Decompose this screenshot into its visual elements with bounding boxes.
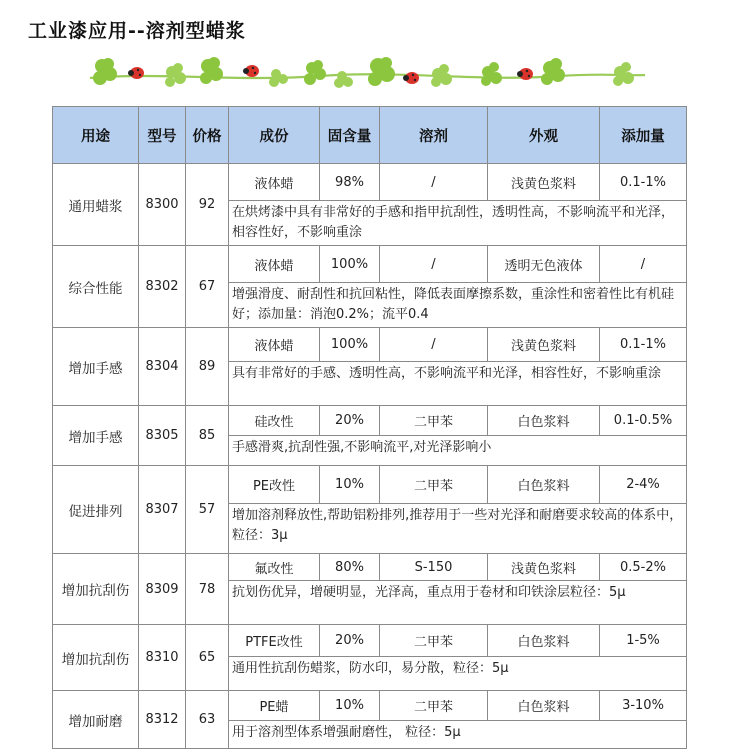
cell-solid-content: 100% [320,246,380,283]
clover-icon [613,62,634,86]
cell-description: 抗划伤优异，增硬明显，光泽高，重点用于卷材和印铁涂层粒径：5μ [229,581,687,625]
clover-icon [368,57,395,86]
cell-solvent: 二甲苯 [380,691,488,721]
cell-price: 89 [186,328,229,406]
cell-composition: PE改性 [229,466,320,504]
cell-model: 8307 [139,466,186,554]
cell-appearance: 浅黄色浆料 [488,164,600,201]
top-decoration [22,0,72,4]
cell-dosage: 0.1-1% [600,164,687,201]
header-price: 价格 [186,107,229,164]
cell-price: 67 [186,246,229,328]
cell-solid-content: 20% [320,406,380,436]
cell-appearance: 白色浆料 [488,625,600,657]
cell-price: 78 [186,554,229,625]
header-model: 型号 [139,107,186,164]
cell-price: 65 [186,625,229,691]
cell-model: 8310 [139,625,186,691]
table-row [53,554,687,581]
cell-dosage: 3-10% [600,691,687,721]
clover-icon [541,58,565,85]
clover-icon [431,64,452,87]
cell-model: 8312 [139,691,186,749]
table-row [53,406,687,436]
cell-dosage: 0.5-2% [600,554,687,581]
header-use: 用途 [53,107,139,164]
cell-composition: 液体蜡 [229,246,320,283]
cell-composition: 硅改性 [229,406,320,436]
cell-description: 具有非常好的手感、透明性高，不影响流平和光泽，相容性好，不影响重涂 [229,362,687,406]
cell-solid-content: 10% [320,691,380,721]
cell-use: 促进排列 [53,466,139,554]
cell-use: 增加耐磨 [53,691,139,749]
cell-model: 8302 [139,246,186,328]
cell-composition: PTFE改性 [229,625,320,657]
cell-dosage: 0.1-0.5% [600,406,687,436]
cell-price: 92 [186,164,229,246]
cell-use: 增加手感 [53,328,139,406]
clover-icon [269,69,288,87]
cell-appearance: 浅黄色浆料 [488,328,600,362]
cell-solid-content: 100% [320,328,380,362]
cell-description: 在烘烤漆中具有非常好的手感和指甲抗刮性，透明性高，不影响流平和光泽，相容性好，不影响重涂 [229,201,687,246]
cell-price: 57 [186,466,229,554]
clover-icon [200,57,223,84]
cell-composition: 液体蜡 [229,328,320,362]
cell-description: 用于溶剂型体系增强耐磨性， 粒径：5μ [229,721,687,749]
cell-appearance: 白色浆料 [488,466,600,504]
page-title: 工业漆应用--溶剂型蜡浆 [28,20,246,42]
header-composition: 成份 [229,107,320,164]
cell-appearance: 白色浆料 [488,691,600,721]
table-row [53,691,687,721]
cell-price: 85 [186,406,229,466]
table-row [53,246,687,283]
cell-solvent: / [380,246,488,283]
cell-description: 增加溶剂释放性,帮助铝粉排列,推荐用于一些对光泽和耐磨要求较高的体系中，粒径：3μ [229,504,687,554]
table-row [53,625,687,657]
cell-composition: PE蜡 [229,691,320,721]
cell-use: 通用蜡浆 [53,164,139,246]
cell-description: 手感滑爽,抗刮性强,不影响流平,对光泽影响小 [229,436,687,466]
cell-description: 增强滑度、耐刮性和抗回粘性，降低表面摩擦系数，重涂性和密着性比有机硅好；添加量：消泡0.2%；流平0.4 [229,283,687,328]
cell-solid-content: 10% [320,466,380,504]
cell-appearance: 浅黄色浆料 [488,554,600,581]
wax-paste-spec-table [52,106,687,749]
cell-solid-content: 98% [320,164,380,201]
cell-dosage: 0.1-1% [600,328,687,362]
table-row [53,466,687,504]
clover-icon [304,60,326,85]
cell-appearance: 透明无色液体 [488,246,600,283]
cell-dosage: 1-5% [600,625,687,657]
cell-model: 8300 [139,164,186,246]
cell-model: 8309 [139,554,186,625]
cell-dosage: 2-4% [600,466,687,504]
clover-icon [165,63,186,87]
cell-solid-content: 80% [320,554,380,581]
cell-price: 63 [186,691,229,749]
cell-use: 综合性能 [53,246,139,328]
header-solid-content: 固含量 [320,107,380,164]
clover-vine-decoration [80,52,650,98]
table-header-row [53,107,687,164]
cell-use: 增加手感 [53,406,139,466]
cell-solvent: 二甲苯 [380,625,488,657]
header-solvent: 溶剂 [380,107,488,164]
cell-description: 通用性抗刮伤蜡浆，防水印，易分散，粒径：5μ [229,657,687,691]
header-dosage: 添加量 [600,107,687,164]
cell-model: 8305 [139,406,186,466]
cell-solvent: / [380,164,488,201]
table-row [53,328,687,362]
cell-appearance: 白色浆料 [488,406,600,436]
ladybug-icon [243,65,259,77]
cell-solvent: S-150 [380,554,488,581]
cell-solid-content: 20% [320,625,380,657]
cell-use: 增加抗刮伤 [53,625,139,691]
cell-dosage: / [600,246,687,283]
cell-composition: 液体蜡 [229,164,320,201]
cell-use: 增加抗刮伤 [53,554,139,625]
cell-composition: 氟改性 [229,554,320,581]
cell-model: 8304 [139,328,186,406]
cell-solvent: 二甲苯 [380,406,488,436]
header-appearance: 外观 [488,107,600,164]
clover-icon [93,58,117,85]
table-row [53,164,687,201]
clover-icon [481,62,502,86]
cell-solvent: 二甲苯 [380,466,488,504]
cell-solvent: / [380,328,488,362]
